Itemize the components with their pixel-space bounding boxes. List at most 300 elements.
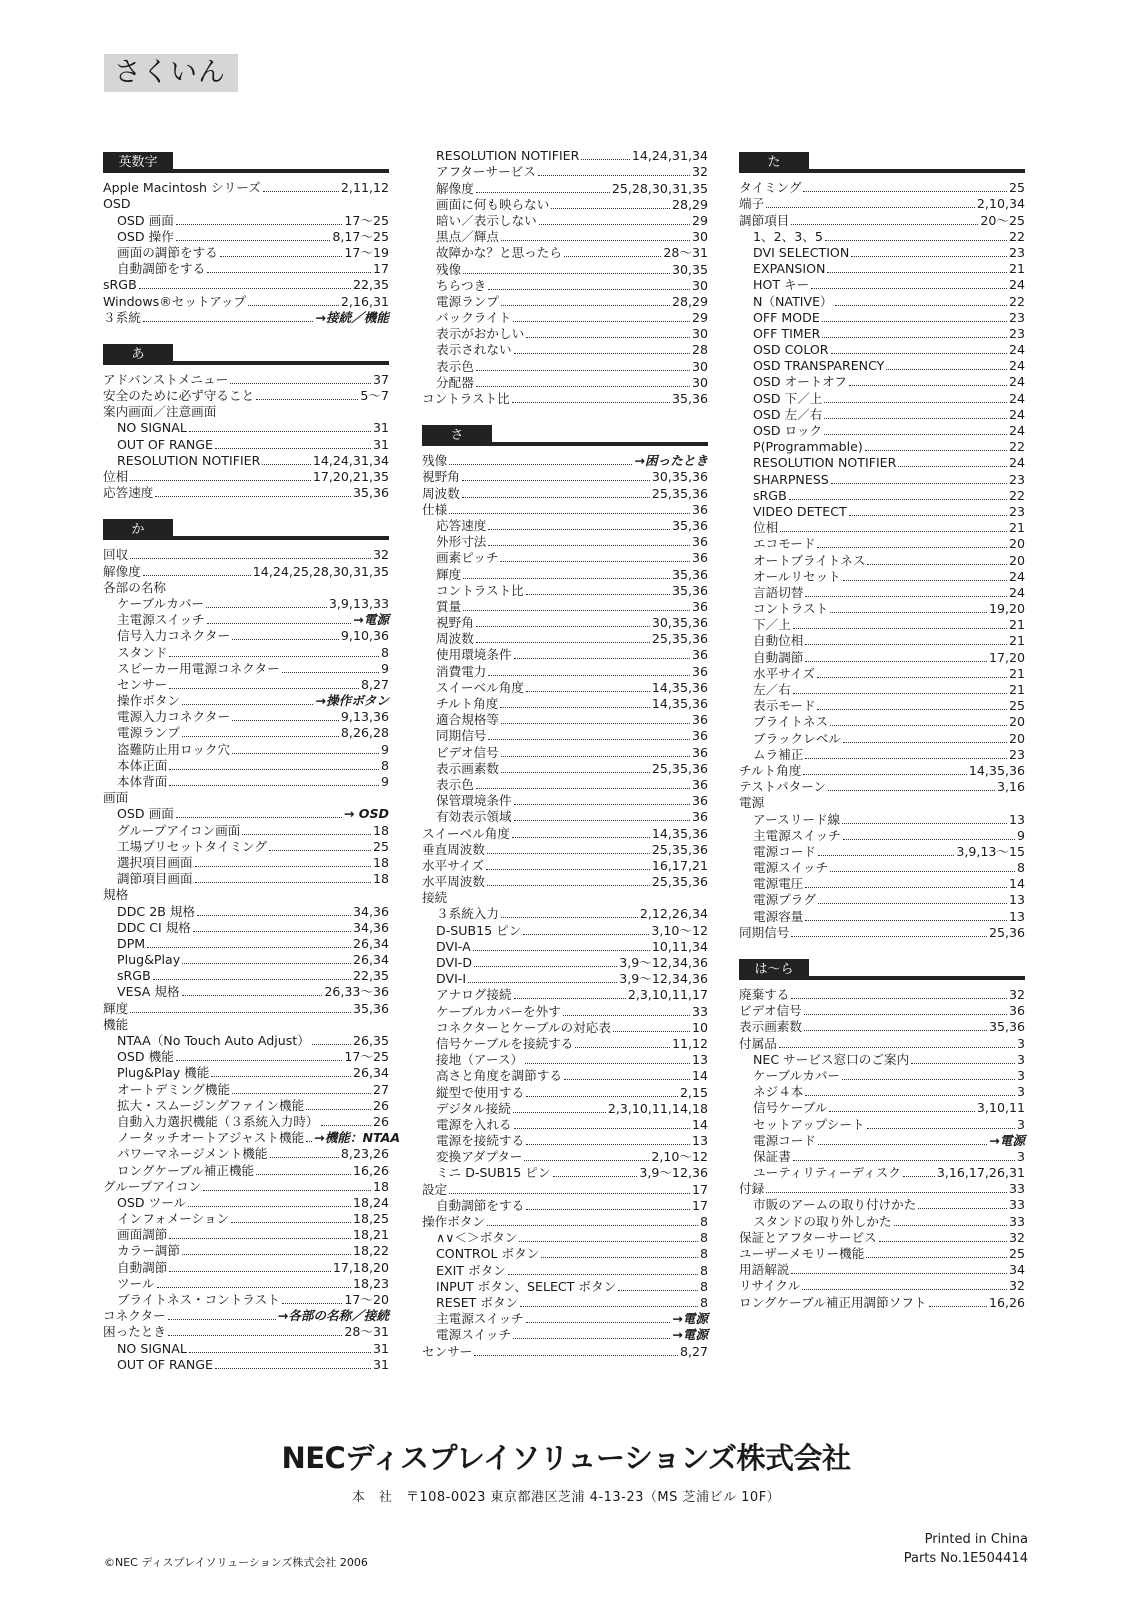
entry-leader-dots (169, 769, 379, 770)
entry-term: 1、2、3、5 (753, 228, 823, 244)
entry-leader-dots (468, 982, 617, 983)
entry-term: カラー調節 (117, 1243, 180, 1259)
entry-term: sRGB (117, 968, 151, 984)
entry-leader-dots (849, 515, 1007, 516)
entry-leader-dots (519, 1241, 698, 1242)
index-subentry (422, 777, 708, 793)
entry-leader-dots (849, 385, 1007, 386)
index-subentry (739, 811, 1025, 827)
entry-term: 付属品 (739, 1035, 777, 1051)
index-column-2 (422, 148, 708, 1360)
entry-page-numbers: 2,16,31 (340, 293, 389, 309)
entry-term: 回収 (103, 547, 129, 563)
index-subentry (739, 876, 1025, 892)
entry-term: HOT キー (753, 277, 810, 293)
section-header-rule (173, 169, 389, 173)
entry-term: 垂直周波数 (422, 841, 485, 857)
entry-page-numbers: 14,35,36 (651, 696, 708, 711)
entry-term: 消費電力 (436, 663, 487, 679)
entry-page-numbers: 35,36 (671, 582, 708, 598)
index-subentry (103, 1114, 389, 1130)
entry-page-numbers: 9,10,36 (340, 628, 389, 644)
entry-term: OUT OF RANGE (117, 436, 213, 452)
index-subentry (103, 1276, 389, 1292)
entry-cross-reference: →各部の名称／接続 (277, 1308, 389, 1324)
index-entry (739, 1246, 1025, 1262)
entry-leader-dots (476, 626, 650, 627)
index-subentry (422, 1230, 708, 1246)
entry-page-numbers: 3 (1016, 1067, 1025, 1083)
entry-term: 使用環境条件 (436, 647, 512, 663)
index-subentry (739, 747, 1025, 763)
entry-leader-dots (818, 855, 954, 856)
entry-term: DDC 2B 規格 (117, 903, 196, 919)
index-subentry (739, 374, 1025, 390)
index-subentry (103, 1195, 389, 1211)
section-header-label: は～ら (739, 959, 809, 980)
entry-page-numbers: 28～31 (663, 245, 708, 261)
index-subentry (422, 696, 708, 712)
entry-page-numbers: 30,35,36 (651, 469, 708, 485)
entry-leader-dots (789, 499, 1007, 500)
section-header (103, 152, 389, 178)
entry-term: 分配器 (436, 374, 474, 390)
index-subentry (739, 536, 1025, 552)
index-subentry (422, 294, 708, 310)
entry-page-numbers: 30 (691, 326, 708, 342)
entry-leader-dots (805, 758, 1007, 759)
entry-term: 設定 (422, 1181, 448, 1197)
entry-leader-dots (526, 337, 690, 338)
index-subentry (422, 939, 708, 955)
entry-leader-dots (851, 256, 1007, 257)
entry-leader-dots (514, 1128, 690, 1129)
entry-page-numbers: 23 (1008, 503, 1025, 519)
index-subentry (422, 164, 708, 180)
entry-page-numbers: 22,35 (352, 277, 389, 293)
index-subentry (739, 698, 1025, 714)
entry-page-numbers: 25 (1008, 1246, 1025, 1261)
entry-term: テストパターン (739, 779, 827, 795)
entry-page-numbers: 23 (1008, 309, 1025, 325)
entry-leader-dots (463, 578, 670, 579)
entry-page-numbers: 21 (1008, 633, 1025, 649)
entry-term: EXPANSION (753, 261, 826, 277)
entry-leader-dots (564, 1079, 690, 1080)
index-subentry (103, 1340, 389, 1356)
entry-leader-dots (830, 871, 1015, 872)
entry-page-numbers: 2,11,12 (340, 180, 389, 196)
entry-leader-dots (147, 947, 351, 948)
index-subentry (422, 148, 708, 164)
entry-page-numbers: 28,29 (671, 196, 708, 212)
entry-cross-reference: →電源 (353, 612, 389, 628)
index-subentry (103, 453, 389, 469)
entry-page-numbers: 28,29 (671, 293, 708, 309)
entry-leader-dots (232, 1093, 371, 1094)
index-subentry (422, 1020, 708, 1036)
entry-cross-reference: →電源 (672, 1311, 708, 1327)
entry-page-numbers: 29 (691, 310, 708, 326)
entry-leader-dots (500, 707, 650, 708)
entry-leader-dots (207, 623, 352, 624)
index-entry (739, 196, 1025, 212)
entry-leader-dots (143, 575, 251, 576)
entry-leader-dots (551, 208, 670, 209)
entry-page-numbers: 3,10～12 (651, 922, 708, 938)
index-entry (103, 180, 389, 196)
index-subentry (739, 455, 1025, 471)
entry-term: DVI-A (436, 938, 471, 954)
entry-leader-dots (524, 1160, 649, 1161)
entry-term: CONTROL ボタン (436, 1246, 540, 1262)
entry-page-numbers: 17～25 (344, 1049, 389, 1065)
entry-page-numbers: 25 (372, 838, 389, 854)
entry-leader-dots (766, 1192, 1007, 1193)
company-name: NECディスプレイソリューションズ株式会社 (281, 1441, 851, 1475)
entry-term: ∧∨＜＞ボタン (436, 1230, 518, 1246)
entry-page-numbers: 24 (1008, 455, 1025, 471)
entry-page-numbers: 27 (372, 1081, 389, 1097)
index-subentry (422, 197, 708, 213)
entry-term: NEC サービス窓口のご案内 (753, 1051, 910, 1067)
index-entry (103, 277, 389, 293)
entry-leader-dots (513, 1112, 606, 1113)
entry-term: 残像 (436, 261, 462, 277)
entry-page-numbers: 26,34 (352, 952, 389, 968)
entry-leader-dots (804, 1014, 1007, 1015)
entry-term: 水平サイズ (422, 857, 484, 873)
entry-leader-dots (220, 256, 343, 257)
entry-leader-dots (835, 305, 1007, 306)
entry-page-numbers: 8 (699, 1262, 708, 1278)
entry-leader-dots (462, 480, 650, 481)
entry-leader-dots (817, 677, 1007, 678)
entry-leader-dots (824, 402, 1007, 403)
index-entry (739, 180, 1025, 196)
entry-term: 輝度 (103, 1000, 129, 1016)
index-subentry (103, 774, 389, 790)
entry-page-numbers: 37 (372, 371, 389, 387)
entry-term: 表示モード (753, 698, 816, 714)
entry-leader-dots (805, 920, 1007, 921)
entry-term: 適合規格等 (436, 712, 499, 728)
entry-page-numbers: 23 (1008, 325, 1025, 341)
entry-leader-dots (306, 1141, 312, 1142)
entry-term: デジタル接続 (436, 1100, 511, 1116)
entry-page-numbers: 8 (699, 1278, 708, 1294)
entry-leader-dots (523, 934, 649, 935)
entry-page-numbers: 30 (691, 374, 708, 390)
entry-page-numbers: 20 (1008, 552, 1025, 568)
entry-leader-dots (130, 558, 371, 559)
entry-term: 表示されない (436, 342, 512, 358)
entry-page-numbers: 3,9～12,36 (639, 1165, 708, 1181)
entry-page-numbers: 17,20,21,35 (312, 469, 389, 484)
index-entry (422, 842, 708, 858)
entry-leader-dots (553, 1176, 638, 1177)
entry-page-numbers: 2,3,10,11,17 (627, 987, 708, 1003)
entry-term: 電源入力コネクター (117, 709, 231, 725)
entry-term: 用語解説 (739, 1262, 790, 1278)
entry-term: 接続 (422, 890, 448, 906)
index-subentry (422, 809, 708, 825)
entry-page-numbers: 22,35 (352, 968, 389, 984)
entry-leader-dots (176, 240, 331, 241)
entry-leader-dots (830, 612, 987, 613)
entry-page-numbers: 14,24,31,34 (312, 452, 389, 468)
entry-term: アナログ接続 (436, 987, 512, 1003)
entry-page-numbers: 31 (372, 1340, 389, 1356)
index-entry (422, 1214, 708, 1230)
entry-leader-dots (215, 1368, 371, 1369)
entry-term: OSD 機能 (117, 1049, 174, 1065)
entry-leader-dots (206, 607, 327, 608)
entry-leader-dots (867, 1128, 1015, 1129)
entry-term: OSD 操作 (117, 228, 174, 244)
entry-leader-dots (830, 725, 1007, 726)
index-subentry (739, 326, 1025, 342)
entry-term: 主電源スイッチ (753, 827, 841, 843)
entry-term: 電源 (739, 795, 765, 811)
index-subentry (739, 1165, 1025, 1181)
section-header-label: さ (422, 425, 492, 446)
index-entry (103, 1324, 389, 1340)
entry-leader-dots (539, 224, 690, 225)
entry-leader-dots (793, 693, 1007, 694)
entry-term: 仕様 (422, 501, 448, 517)
entry-leader-dots (486, 869, 650, 870)
index-entry (103, 196, 389, 212)
index-subentry (422, 1198, 708, 1214)
index-entry (422, 469, 708, 485)
entry-leader-dots (512, 837, 650, 838)
index-entry (103, 547, 389, 563)
entry-leader-dots (929, 1306, 987, 1307)
entry-term: 自動調節 (117, 1259, 168, 1275)
entry-leader-dots (321, 1125, 371, 1126)
index-entry (103, 293, 389, 309)
entry-leader-dots (827, 272, 1007, 273)
index-entry (422, 874, 708, 890)
index-subentry (422, 955, 708, 971)
entry-page-numbers: 33 (1008, 1181, 1025, 1197)
entry-leader-dots (803, 191, 1007, 192)
entry-term: DVI SELECTION (753, 244, 850, 260)
entry-page-numbers: 9 (380, 741, 389, 757)
index-entry (739, 1294, 1025, 1310)
entry-page-numbers: 14 (1008, 876, 1025, 892)
entry-term: RESOLUTION NOTIFIER (117, 452, 261, 468)
index-subentry (103, 952, 389, 968)
entry-page-numbers: 36 (691, 663, 708, 679)
entry-page-numbers: 26 (372, 1113, 389, 1129)
entry-term: リサイクル (739, 1278, 801, 1294)
entry-leader-dots (176, 1060, 343, 1061)
entry-term: OSD 左／右 (753, 406, 823, 422)
entry-page-numbers: 8,23,26 (340, 1146, 389, 1162)
section-header-rule (809, 976, 1025, 980)
entry-term: 自動調節をする (436, 1197, 525, 1213)
entry-leader-dots (195, 882, 371, 883)
entry-term: 縦型で使用する (436, 1084, 525, 1100)
entry-leader-dots (168, 1319, 276, 1320)
index-subentry (103, 806, 389, 822)
entry-page-numbers: 25 (1008, 698, 1025, 714)
index-subentry (103, 709, 389, 725)
entry-leader-dots (155, 496, 351, 497)
entry-leader-dots (263, 191, 339, 192)
entry-leader-dots (476, 642, 650, 643)
index-subentry (103, 1243, 389, 1259)
index-subentry (103, 612, 389, 628)
index-subentry (422, 761, 708, 777)
entry-leader-dots (487, 853, 650, 854)
entry-page-numbers: 14,35,36 (968, 762, 1025, 778)
entry-cross-reference: →困ったとき (634, 453, 708, 469)
entry-page-numbers: 21 (1008, 682, 1025, 697)
entry-leader-dots (514, 998, 626, 999)
entry-leader-dots (182, 1254, 351, 1255)
entry-leader-dots (232, 720, 339, 721)
entry-term: 選択項目画面 (117, 854, 193, 870)
entry-page-numbers: 14,35,36 (651, 825, 708, 841)
entry-page-numbers: 30,35 (671, 261, 708, 277)
index-subentry (422, 1149, 708, 1165)
entry-page-numbers: 24 (1008, 568, 1025, 584)
entry-term: 電源容量 (753, 908, 804, 924)
entry-term: コントラスト比 (436, 582, 524, 598)
entry-page-numbers: 21 (1008, 617, 1025, 633)
entry-term: コントラスト (753, 601, 829, 617)
entry-term: 周波数 (436, 631, 474, 647)
entry-leader-dots (513, 321, 690, 322)
entry-leader-dots (824, 434, 1007, 435)
entry-leader-dots (818, 903, 1007, 904)
entry-term: 電源ランプ (436, 293, 499, 309)
section-header (739, 152, 1025, 178)
entry-page-numbers: 36 (691, 728, 708, 744)
entry-term: 質量 (436, 598, 462, 614)
index-subentry (739, 1068, 1025, 1084)
index-entry (739, 1262, 1025, 1278)
entry-leader-dots (514, 353, 690, 354)
index-subentry (422, 358, 708, 374)
entry-page-numbers: 32 (1008, 987, 1025, 1002)
entry-term: 電源コード (753, 1132, 816, 1148)
entry-term: ケーブルカバーを外す (436, 1003, 561, 1019)
entry-term: センサー (117, 676, 168, 692)
entry-leader-dots (193, 931, 351, 932)
entry-term: 操作ボタン (422, 1214, 485, 1229)
entry-leader-dots (575, 1047, 670, 1048)
entry-leader-dots (449, 513, 690, 514)
entry-leader-dots (474, 966, 617, 967)
index-entry (103, 1017, 389, 1033)
index-subentry (103, 1098, 389, 1114)
index-subentry (103, 693, 389, 709)
entry-page-numbers: 8 (699, 1230, 708, 1246)
entry-page-numbers: 19,20 (988, 601, 1025, 617)
entry-leader-dots (512, 402, 670, 403)
entry-page-numbers: 9,13,36 (340, 709, 389, 725)
index-subentry (103, 822, 389, 838)
index-subentry (739, 1133, 1025, 1149)
entry-term: D-SUB15 ピン (436, 922, 522, 938)
entry-term: 高さと角度を調節する (436, 1068, 562, 1084)
company-address: 本 社 〒108-0023 東京都港区芝浦 4-13-23（MS 芝浦ビル 10F） (351, 1490, 781, 1505)
entry-leader-dots (843, 580, 1007, 581)
index-subentry (103, 436, 389, 452)
entry-term: 同期信号 (436, 728, 487, 744)
section-header (739, 959, 1025, 985)
index-subentry (103, 261, 389, 277)
index-subentry (422, 1003, 708, 1019)
entry-term: 自動位相 (753, 633, 804, 649)
entry-leader-dots (169, 1271, 331, 1272)
entry-term: ユーティリティーディスク (753, 1165, 901, 1181)
index-subentry (422, 583, 708, 599)
entry-leader-dots (805, 661, 987, 662)
index-entry (739, 987, 1025, 1003)
entry-leader-dots (780, 531, 1007, 532)
entry-leader-dots (911, 1063, 1015, 1064)
entry-page-numbers: 32 (1008, 1278, 1025, 1294)
entry-leader-dots (831, 353, 1007, 354)
entry-term: ロングケーブル補正機能 (117, 1162, 255, 1178)
section-gap (103, 501, 389, 515)
entry-term: 位相 (753, 520, 779, 536)
index-entry (422, 485, 708, 501)
index-entry (739, 1019, 1025, 1035)
entry-page-numbers: 3 (1016, 1148, 1025, 1164)
entry-term: 故障かな？と思ったら (436, 245, 562, 261)
entry-page-numbers: 33 (691, 1003, 708, 1019)
entry-page-numbers: 34 (1008, 1262, 1025, 1278)
entry-term: OSD 画面 (117, 212, 174, 228)
entry-page-numbers: 36 (691, 501, 708, 517)
index-subentry (422, 1101, 708, 1117)
index-subentry (422, 278, 708, 294)
index-subentry (422, 971, 708, 987)
index-subentry (103, 1227, 389, 1243)
entry-term: 電源ランプ (117, 725, 180, 741)
index-subentry (739, 245, 1025, 261)
entry-page-numbers: 31 (372, 436, 389, 452)
entry-term: 解像度 (436, 180, 474, 196)
section-header (103, 519, 389, 545)
entry-term: OSD (103, 196, 131, 212)
index-entry (103, 1308, 389, 1324)
index-subentry (422, 712, 708, 728)
index-entry (103, 388, 389, 404)
entry-term: RESOLUTION NOTIFIER (753, 455, 897, 471)
index-subentry (739, 585, 1025, 601)
entry-leader-dots (256, 1174, 351, 1175)
index-subentry (739, 633, 1025, 649)
entry-term: 画面調節 (117, 1227, 168, 1243)
entry-term: N（NATIVE） (753, 293, 833, 309)
entry-page-numbers: 23 (1008, 471, 1025, 487)
index-entry (422, 825, 708, 841)
entry-leader-dots (501, 240, 690, 241)
entry-term: ビデオ信号 (739, 1003, 802, 1019)
entry-leader-dots (514, 804, 690, 805)
entry-leader-dots (538, 175, 690, 176)
entry-leader-dots (564, 256, 661, 257)
index-subentry (739, 1100, 1025, 1116)
entry-page-numbers: 16,17,21 (651, 857, 708, 873)
